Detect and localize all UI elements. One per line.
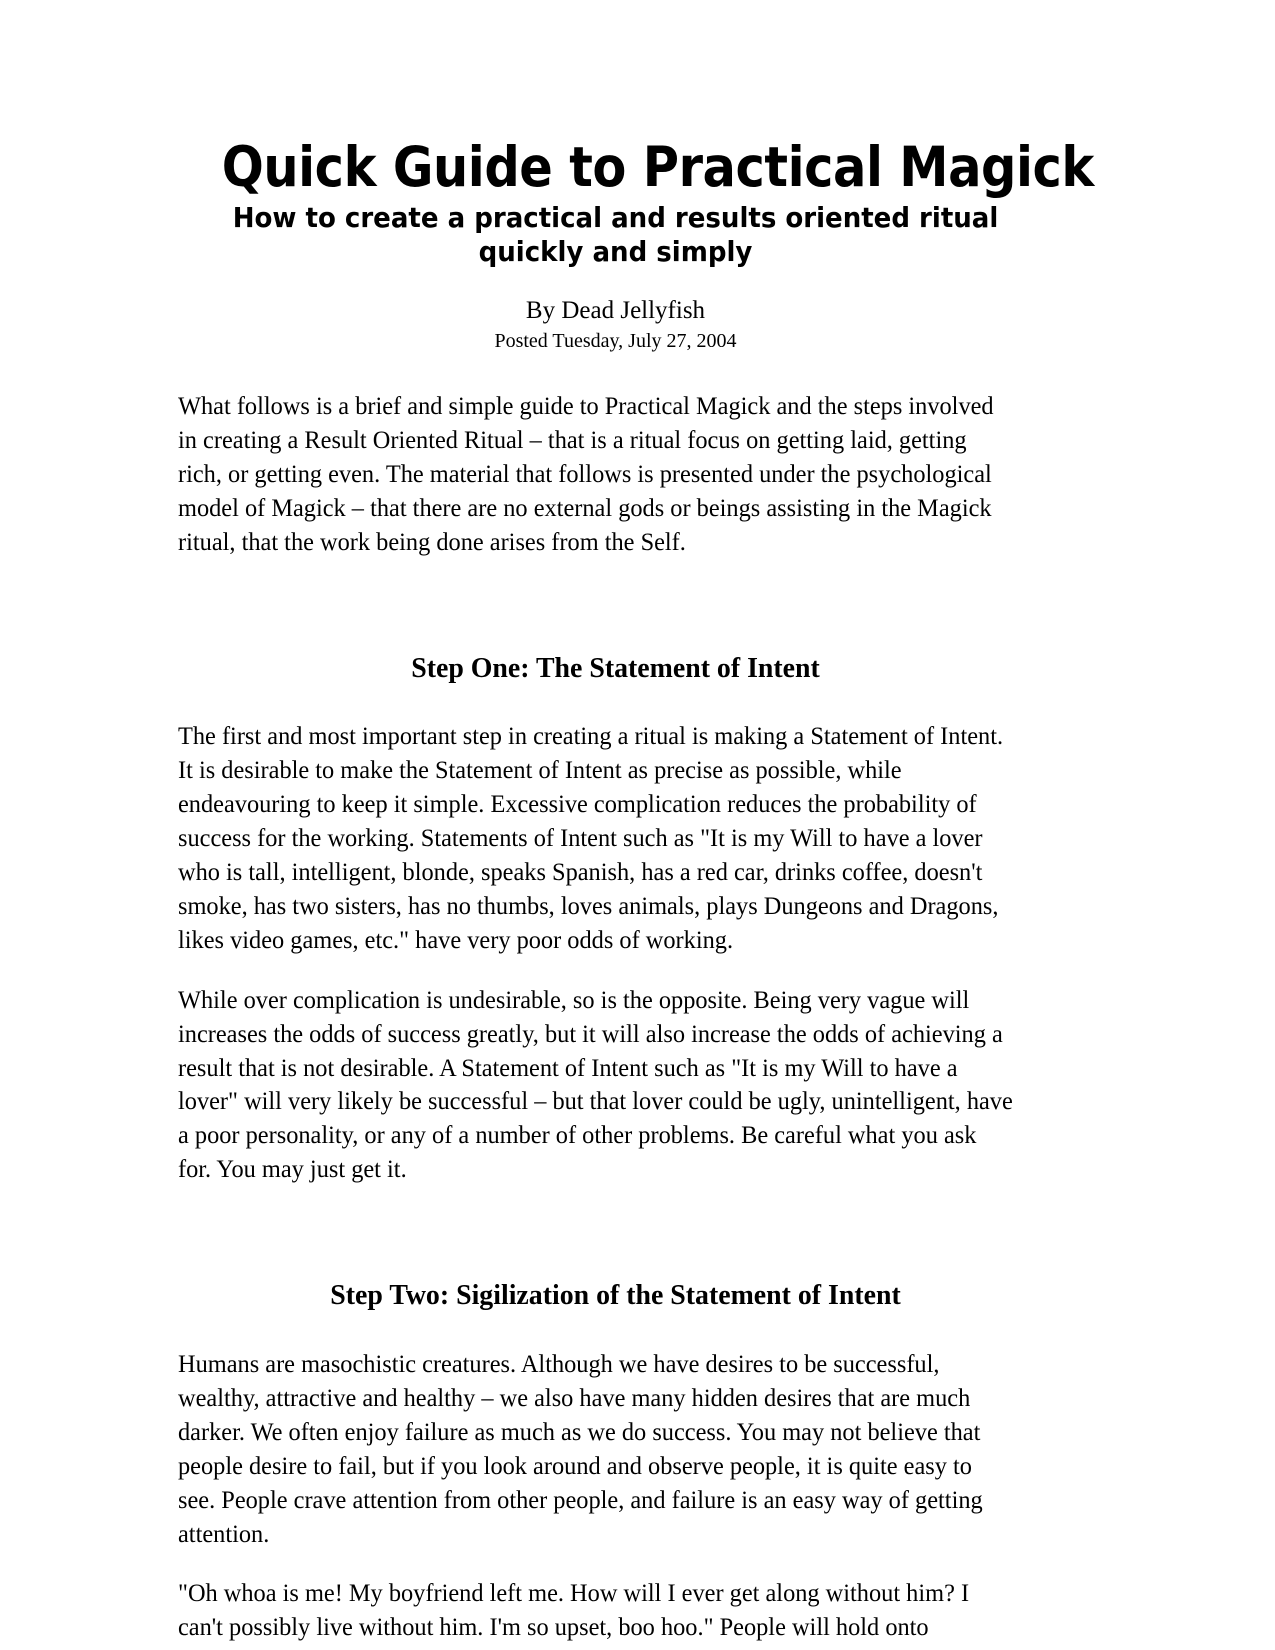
byline-author: By Dead Jellyfish (525, 297, 706, 325)
spacer (178, 559, 1053, 651)
byline (178, 297, 1053, 353)
spacer (178, 957, 1053, 983)
spacer (178, 685, 1053, 719)
spacer (178, 1186, 1053, 1278)
byline-posted-date: Posted Tuesday, July 27, 2004 (494, 330, 737, 353)
document-content (178, 0, 1094, 1644)
page-subtitle: How to create a practical and results oriented ritual quickly and simply (232, 201, 999, 269)
spacer (178, 1550, 1053, 1576)
section-two-paragraph-1: Humans are masochistic creatures. Although we have desires to be successful, wealthy, attractive and healthy – we also have many hidden desires that are much darker. We often enjoy failure as much as we do success. You may not believe that people desire to fail, but if you look around and observe people, it is quite easy to see. People crave attention from other people, and failure is an easy way of getting attention. (178, 1348, 983, 1548)
section-one-paragraph-1: The first and most important step in creating a ritual is making a Statement of Intent. It is desirable to make the Statement of Intent as precise as possible, while endeavouring to keep it simple. Excessive complication reduces the probability of success for the working. Statements of Intent such as "It is my Will to have a lover who is tall, intelligent, blonde, speaks Spanish, has a red car, drinks coffee, doesn't smoke, has two sisters, has no thumbs, loves animals, plays Dungeons and Dragons, likes video games, etc." have very poor odds of working. (178, 721, 1004, 954)
intro-paragraph: What follows is a brief and simple guide to Practical Magick and the steps involved in creating a Result Oriented Ritual – that is a ritual focus on getting laid, getting rich, or getting even. The material that follows is presented under the psychological model of Magick – that there are no external gods or beings assisting in the Magick ritual, that the work being done arises from the Self. (178, 391, 994, 556)
section-one-paragraph-2: While over complication is undesirable, so is the opposite. Being very vague will increases the odds of success greatly, but it will also increase the odds of achieving a result that is not desirable. A Statement of Intent such as "It is my Will to have a lover" will very likely be successful – but that lover could be ugly, unintelligent, have a poor personality, or any of a number of other problems. Be careful what you ask for. You may just get it. (178, 984, 1013, 1184)
page-title: Quick Guide to Practical Magick (221, 135, 1094, 199)
spacer (178, 1313, 1053, 1347)
section-heading-step-two: Step Two: Sigilization of the Statement of Intent (330, 1279, 901, 1312)
section-heading-step-one: Step One: The Statement of Intent (411, 651, 820, 684)
section-two-paragraph-2: "Oh whoa is me! My boyfriend left me. How will I ever get along without him? I can't possibly live without him. I'm so upset, boo hoo." People will hold onto (178, 1578, 970, 1642)
